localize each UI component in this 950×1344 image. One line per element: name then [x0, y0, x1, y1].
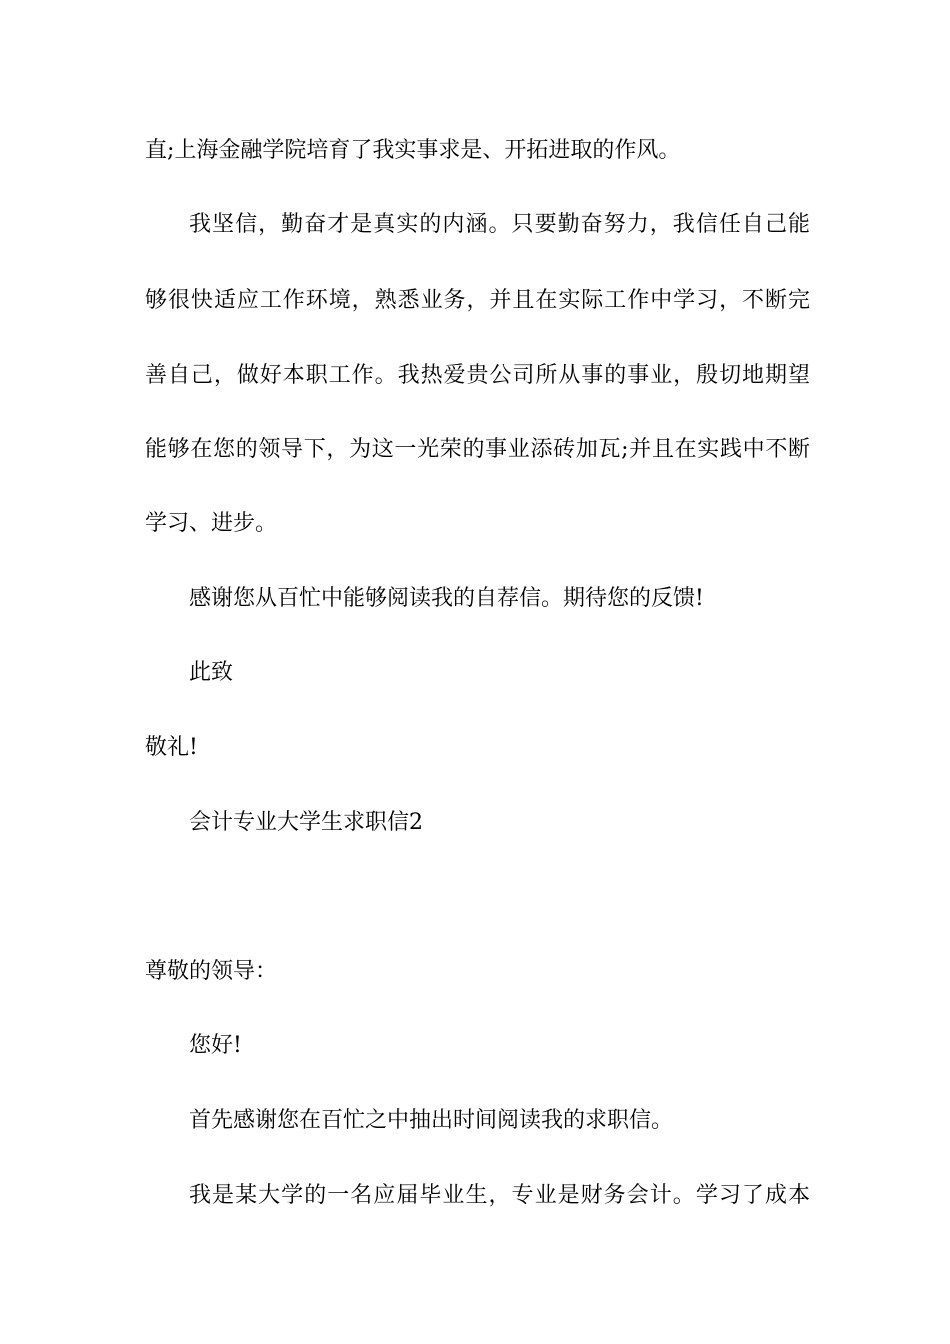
paragraph-line: 我是某大学的一名应届毕业生，专业是财务会计。学习了成本	[189, 1183, 810, 1208]
greeting: 尊敬的领导：	[145, 959, 278, 984]
section-title: 会计专业大学生求职信2	[189, 810, 423, 835]
closing-phrase: 此致	[189, 660, 234, 685]
greeting-line: 您好!	[189, 1033, 242, 1058]
paragraph-line: 我坚信，勤奋才是真实的内涵。只要勤奋努力，我信任自己能	[189, 212, 810, 237]
paragraph-line: 首先感谢您在百忙之中抽出时间阅读我的求职信。	[189, 1108, 674, 1133]
closing-salutation: 敬礼!	[145, 735, 198, 760]
paragraph-line: 感谢您从百忙中能够阅读我的自荐信。期待您的反馈!	[189, 586, 704, 611]
paragraph-line: 直;上海金融学院培育了我实事求是、开拓进取的作风。	[145, 138, 681, 163]
paragraph-line: 善自己，做好本职工作。我热爱贵公司所从事的事业，殷切地期望	[145, 363, 810, 388]
paragraph-line: 学习、进步。	[145, 511, 278, 536]
paragraph-line: 能够在您的领导下，为这一光荣的事业添砖加瓦;并且在实践中不断	[145, 437, 810, 462]
paragraph-line: 够很快适应工作环境，熟悉业务，并且在实际工作中学习，不断完	[145, 288, 810, 313]
